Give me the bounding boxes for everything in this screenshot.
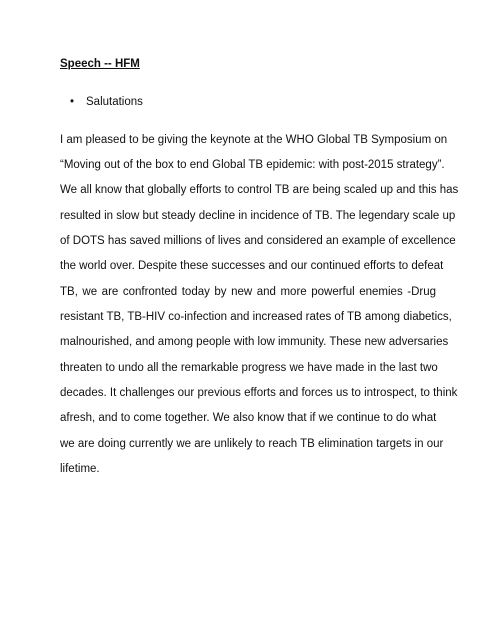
salutations-bullet	[70, 96, 143, 108]
paragraph-line: lifetime.	[60, 463, 100, 475]
paragraph-line: resulted in slow but steady decline in incidence of TB. The legendary scale up	[60, 210, 456, 222]
paragraph-line: we are doing currently we are unlikely to reach TB elimination targets in our	[60, 438, 444, 450]
paragraph-line: the world over. Despite these successes and our continued efforts to defeat	[60, 260, 444, 272]
paragraph-line: decades. It challenges our previous efforts and forces us to introspect, to think	[60, 387, 458, 399]
paragraph-line: threaten to undo all the remarkable progress we have made in the last two	[60, 362, 438, 374]
bullet-text: Salutations	[86, 96, 143, 108]
paragraph-line: of DOTS has saved millions of lives and considered an example of excellence	[60, 235, 456, 247]
speech-heading: Speech -- HFM	[60, 58, 140, 70]
paragraph-line: afresh, and to come together. We also know that if we continue to do what	[60, 412, 437, 424]
paragraph-line: TB, we are confronted today by new and more powerful enemies -Drug	[60, 286, 436, 298]
bullet-icon: •	[70, 96, 75, 108]
paragraph-line: resistant TB, TB-HIV co-infection and increased rates of TB among diabetics,	[60, 311, 452, 323]
paragraph-line: I am pleased to be giving the keynote at the WHO Global TB Symposium on	[60, 134, 448, 146]
paragraph-line: We all know that globally efforts to control TB are being scaled up and this has	[60, 184, 459, 196]
paragraph-line: malnourished, and among people with low immunity. These new adversaries	[60, 336, 449, 348]
paragraph-line: “Moving out of the box to end Global TB epidemic: with post-2015 strategy”.	[60, 159, 445, 171]
